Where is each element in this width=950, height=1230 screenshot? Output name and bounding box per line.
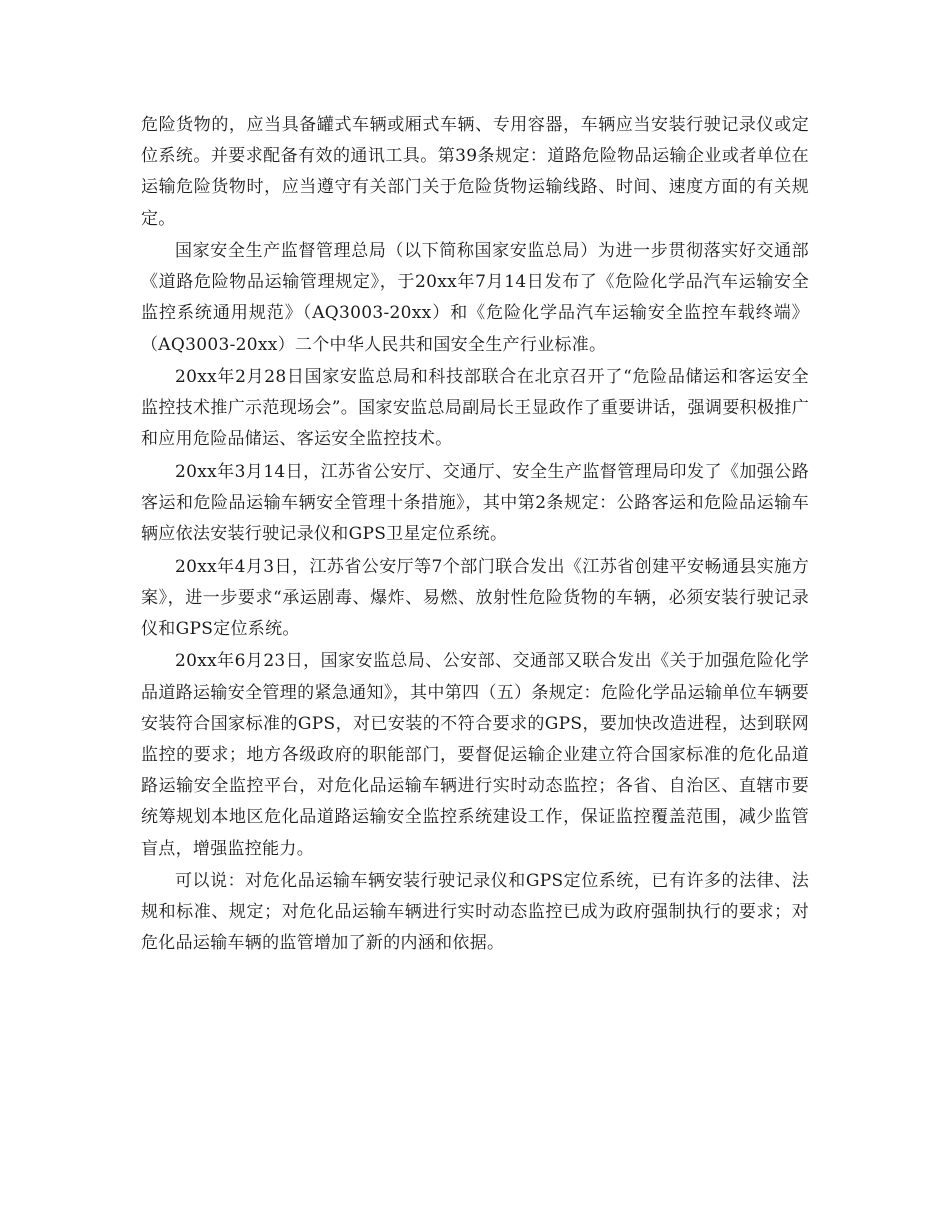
paragraph-safety-administration-standards: 国家安全生产监督管理总局（以下简称国家安监总局）为进一步贯彻落实好交通部《道路危险物品运输管理规定》，于20xx年7月14日发布了《危险化学品汽车运输安全监控系统通用规范》（AQ3003-20xx）和《危险化学品汽车运输安全监控车载终端》（AQ3003-20xx）二个中华人民共和国安全生产行业标准。 xyxy=(141,241,809,355)
paragraph-jiangsu-safe-county-plan: 20xx年4月3日，江苏省公安厅等7个部门联合发出《江苏省创建平安畅通县实施方案》，进一步要求“承运剧毒、爆炸、易燃、放射性危险货物的车辆，必须安装行驶记录仪和GPS定位系统。 xyxy=(141,556,809,639)
paragraph-conclusion: 可以说：对危化品运输车辆安装行驶记录仪和GPS定位系统，已有许多的法律、法规和标准、规定；对危化品运输车辆进行实时动态监控已成为政府强制执行的要求；对危化品运输车辆的监管增加了新的内涵和依据。 xyxy=(141,871,809,954)
paragraph-beijing-demonstration-meeting: 20xx年2月28日国家安监总局和科技部联合在北京召开了“危险品储运和客运安全监控技术推广示范现场会”。国家安监总局副局长王显政作了重要讲话，强调要积极推广和应用危险品储运、客运安全监控技术。 xyxy=(141,367,809,450)
paragraph-regulation-continuation: 危险货物的，应当具备罐式车辆或厢式车辆、专用容器，车辆应当安装行驶记录仪或定位系统。并要求配备有效的通讯工具。第39条规定：道路危险物品运输企业或者单位在运输危险货物时，应当遵守有关部门关于危险货物运输线路、时间、速度方面的有关规定。 xyxy=(141,115,809,229)
document-body xyxy=(141,110,809,961)
paragraph-urgent-notice: 20xx年6月23日，国家安监总局、公安部、交通部又联合发出《关于加强危险化学品道路运输安全管理的紧急通知》，其中第四（五）条规定：危险化学品运输单位车辆要安装符合国家标准的GPS，对已安装的不符合要求的GPS，要加快改造进程，达到联网监控的要求；地方各级政府的职能部门，要督促运输企业建立符合国家标准的危化品道路运输安全监控平台，对危化品运输车辆进行实时动态监控；各省、自治区、直辖市要统筹规划本地区危化品道路运输安全监控系统建设工作，保证监控覆盖范围，减少监管盲点，增强监控能力。 xyxy=(141,651,809,859)
paragraph-jiangsu-ten-measures: 20xx年3月14日，江苏省公安厅、交通厅、安全生产监督管理局印发了《加强公路客运和危险品运输车辆安全管理十条措施》，其中第2条规定：公路客运和危险品运输车辆应依法安装行驶记录仪和GPS卫星定位系统。 xyxy=(141,461,809,545)
